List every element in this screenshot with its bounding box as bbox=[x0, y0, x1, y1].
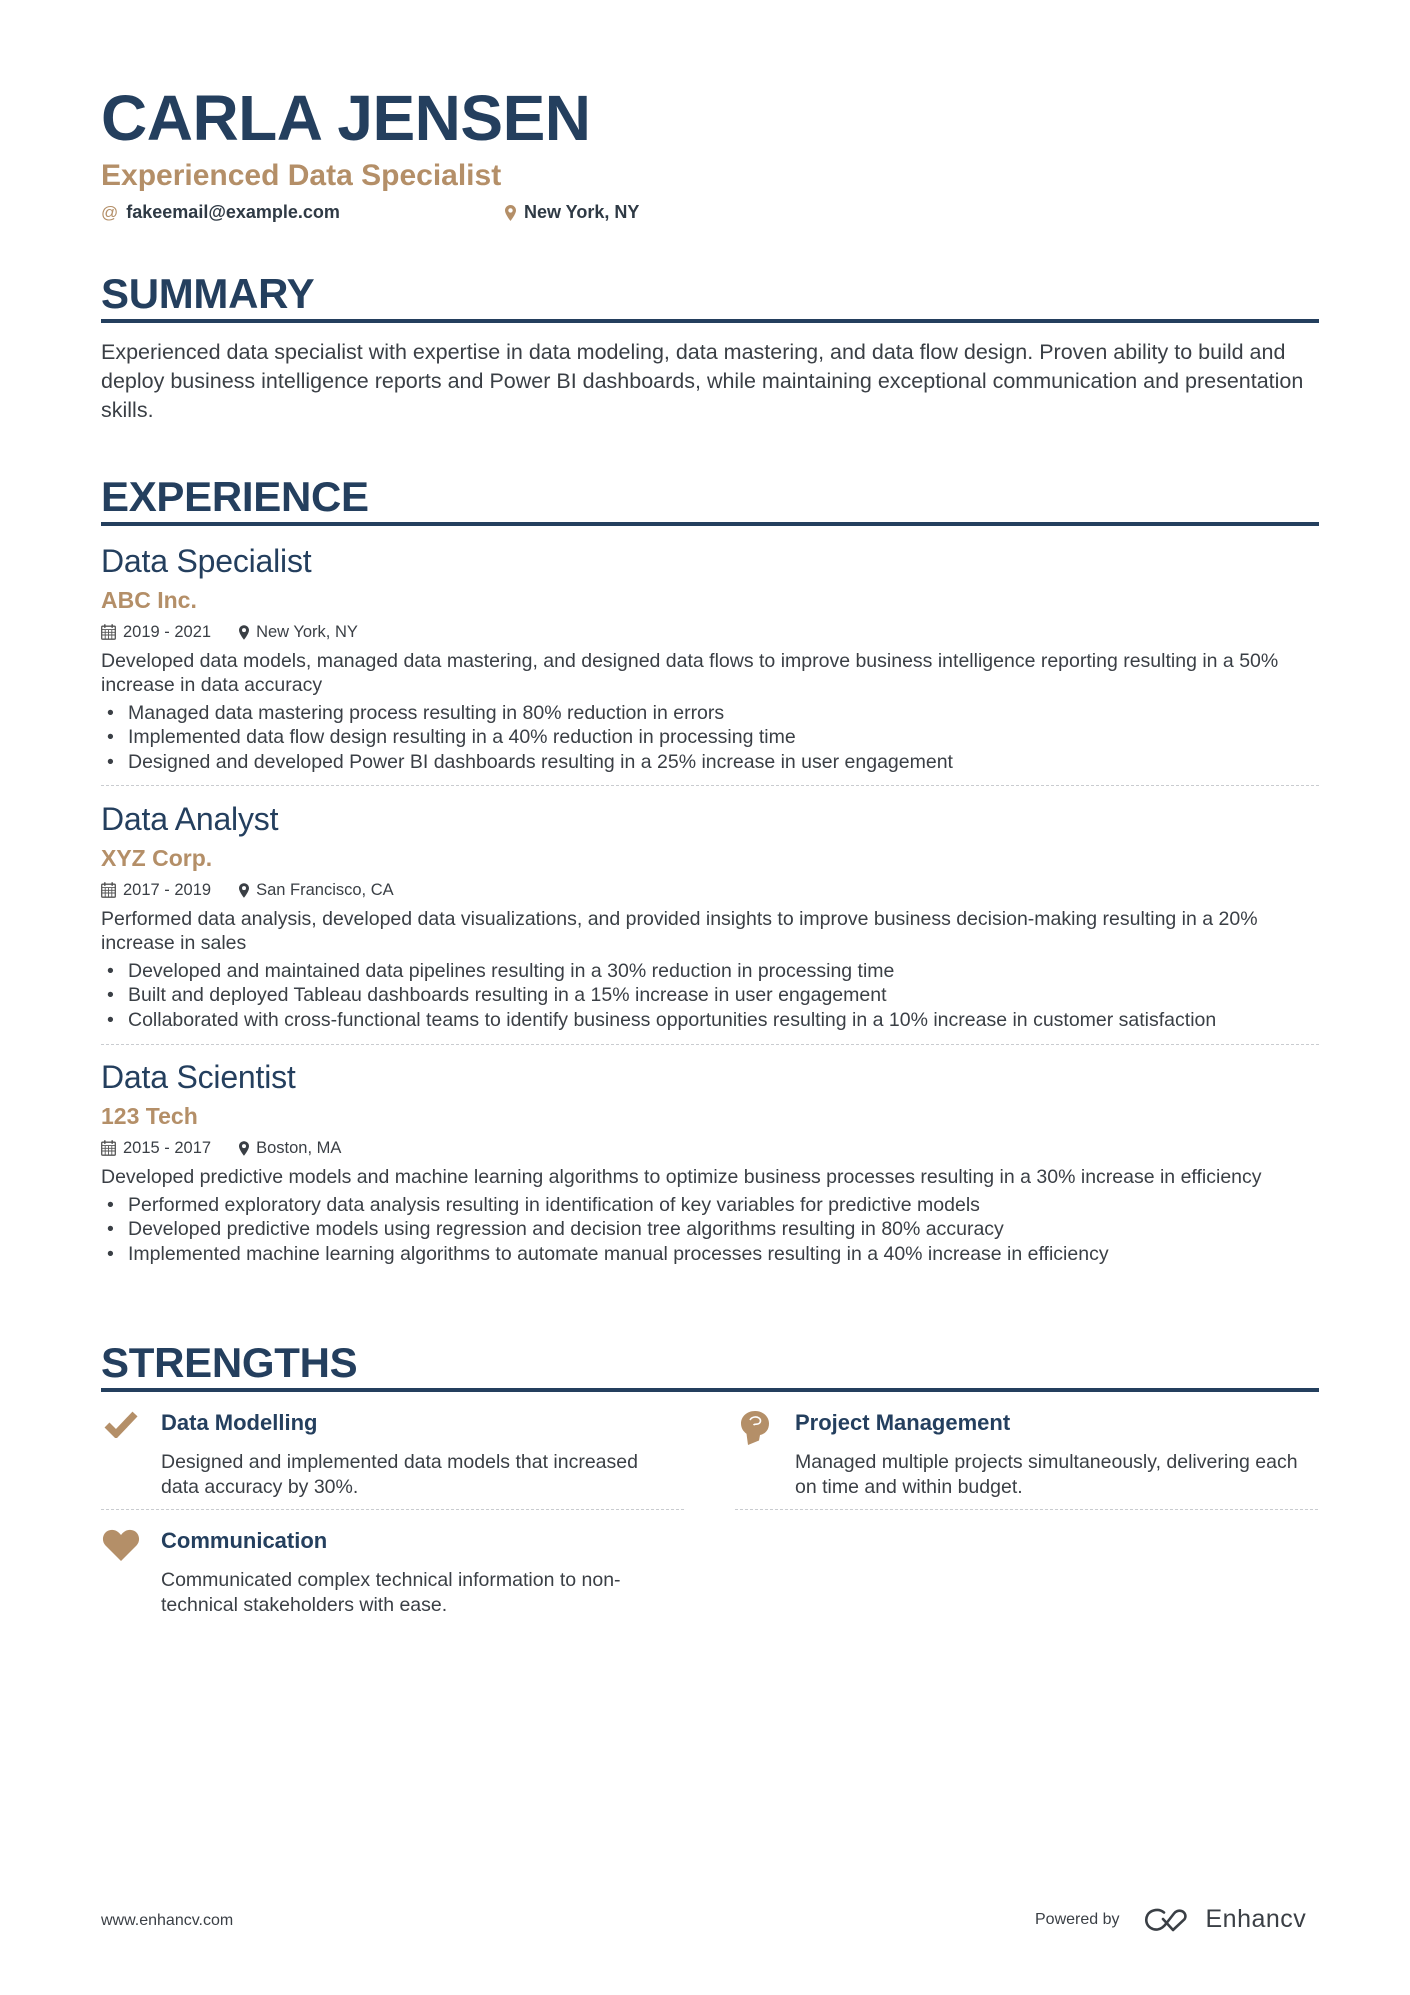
job-bullets bbox=[101, 701, 1319, 774]
location-text: New York, NY bbox=[524, 202, 640, 222]
contact-location bbox=[505, 202, 639, 223]
job-meta bbox=[101, 621, 1319, 643]
job-location: San Francisco, CA bbox=[256, 881, 394, 899]
job-company: ABC Inc. bbox=[101, 587, 197, 613]
powered-by-label: Powered by bbox=[1035, 1910, 1120, 1928]
heart-icon bbox=[101, 1528, 141, 1564]
job-title: Data Analyst bbox=[101, 801, 279, 837]
job-dates: 2015 - 2017 bbox=[123, 1139, 212, 1157]
footer-website-link[interactable]: www.enhancv.com bbox=[101, 1912, 234, 1929]
checkmark-icon bbox=[101, 1410, 141, 1446]
location-pin-icon bbox=[239, 1141, 249, 1156]
strength-divider bbox=[735, 1509, 1318, 1510]
job-dates: 2019 - 2021 bbox=[123, 623, 212, 641]
contact-email[interactable] bbox=[101, 202, 340, 223]
job-description: Developed data models, managed data mastering, and designed data flows to improve business intelligence reporting resulting in a 50% increase in data accuracy bbox=[101, 650, 1279, 696]
job-bullets bbox=[101, 959, 1319, 1032]
job-bullet: • Performed exploratory data analysis resulting in identification of key variables for predictive models bbox=[101, 1193, 1319, 1217]
experience-rule bbox=[101, 522, 1319, 526]
job-company: XYZ Corp. bbox=[101, 845, 213, 871]
location-pin-icon bbox=[239, 625, 249, 640]
job-bullet: • Collaborated with cross-functional teams to identify business opportunities resulting in a 10% increase in customer satisfaction bbox=[101, 1008, 1319, 1032]
job-meta bbox=[101, 879, 1319, 901]
job-bullet: • Designed and developed Power BI dashboards resulting in a 25% increase in user engagement bbox=[101, 750, 1319, 774]
job-divider bbox=[101, 785, 1319, 786]
email-text: fakeemail@example.com bbox=[126, 202, 340, 222]
job-bullet: • Developed predictive models using regression and decision tree algorithms resulting in 80% accuracy bbox=[101, 1217, 1319, 1241]
enhancv-wordmark: Enhancv bbox=[1205, 1905, 1307, 1933]
strength-divider bbox=[101, 1509, 684, 1510]
job-entry bbox=[101, 799, 1319, 1032]
calendar-icon bbox=[101, 624, 116, 640]
job-divider bbox=[101, 1044, 1319, 1045]
location-pin-icon bbox=[505, 205, 516, 221]
enhancv-logo[interactable] bbox=[1144, 1905, 1307, 1934]
job-title: Data Scientist bbox=[101, 1059, 296, 1095]
job-title: Data Specialist bbox=[101, 543, 312, 579]
at-icon: @ bbox=[101, 202, 119, 222]
head-brain-icon bbox=[735, 1410, 775, 1446]
strength-title: Communication bbox=[161, 1528, 328, 1553]
job-company: 123 Tech bbox=[101, 1103, 198, 1129]
contact-row bbox=[101, 202, 901, 226]
job-entry bbox=[101, 1057, 1319, 1266]
footer-branding bbox=[1035, 1905, 1306, 1934]
strengths-rule bbox=[101, 1388, 1319, 1392]
strength-title: Data Modelling bbox=[161, 1410, 318, 1435]
strength-description: Communicated complex technical information to non-technical stakeholders with ease. bbox=[161, 1569, 621, 1616]
strength-description: Designed and implemented data models that increased data accuracy by 30%. bbox=[161, 1451, 638, 1498]
enhancv-logo-icon bbox=[1144, 1908, 1192, 1932]
job-bullet: • Built and deployed Tableau dashboards resulting in a 15% increase in user engagement bbox=[101, 983, 1319, 1007]
job-dates: 2017 - 2019 bbox=[123, 881, 212, 899]
job-bullet: • Developed and maintained data pipelines resulting in a 30% reduction in processing time bbox=[101, 959, 1319, 983]
strengths-heading: STRENGTHS bbox=[101, 1339, 358, 1386]
job-bullet: • Managed data mastering process resulting in 80% reduction in errors bbox=[101, 701, 1319, 725]
job-location: Boston, MA bbox=[256, 1139, 342, 1157]
job-location: New York, NY bbox=[256, 623, 358, 641]
strength-title: Project Management bbox=[795, 1410, 1011, 1435]
candidate-name: CARLA JENSEN bbox=[101, 82, 591, 154]
job-description: Performed data analysis, developed data visualizations, and provided insights to improve business decision-making resulting in a 20% increase in sales bbox=[101, 908, 1258, 954]
job-entry bbox=[101, 541, 1319, 774]
summary-rule bbox=[101, 319, 1319, 323]
strength-description: Managed multiple projects simultaneously, delivering each on time and within budget. bbox=[795, 1451, 1298, 1498]
calendar-icon bbox=[101, 882, 116, 898]
job-bullet: • Implemented machine learning algorithms to automate manual processes resulting in a 40% increase in efficiency bbox=[101, 1242, 1319, 1266]
summary-heading: SUMMARY bbox=[101, 270, 315, 317]
calendar-icon bbox=[101, 1140, 116, 1156]
job-meta bbox=[101, 1137, 1319, 1159]
job-description: Developed predictive models and machine learning algorithms to optimize business processes resulting in a 30% increase in efficiency bbox=[101, 1166, 1262, 1188]
location-pin-icon bbox=[239, 883, 249, 898]
summary-text: Experienced data specialist with expertise in data modeling, data mastering, and data flow design. Proven ability to build and deploy business intelligence reports and Power BI dashboards, while maintaining exceptional communication and presentation skills. bbox=[101, 340, 1304, 422]
candidate-headline: Experienced Data Specialist bbox=[101, 159, 502, 192]
experience-heading: EXPERIENCE bbox=[101, 473, 369, 520]
job-bullet: • Implemented data flow design resulting in a 40% reduction in processing time bbox=[101, 725, 1319, 749]
job-bullets bbox=[101, 1193, 1319, 1266]
